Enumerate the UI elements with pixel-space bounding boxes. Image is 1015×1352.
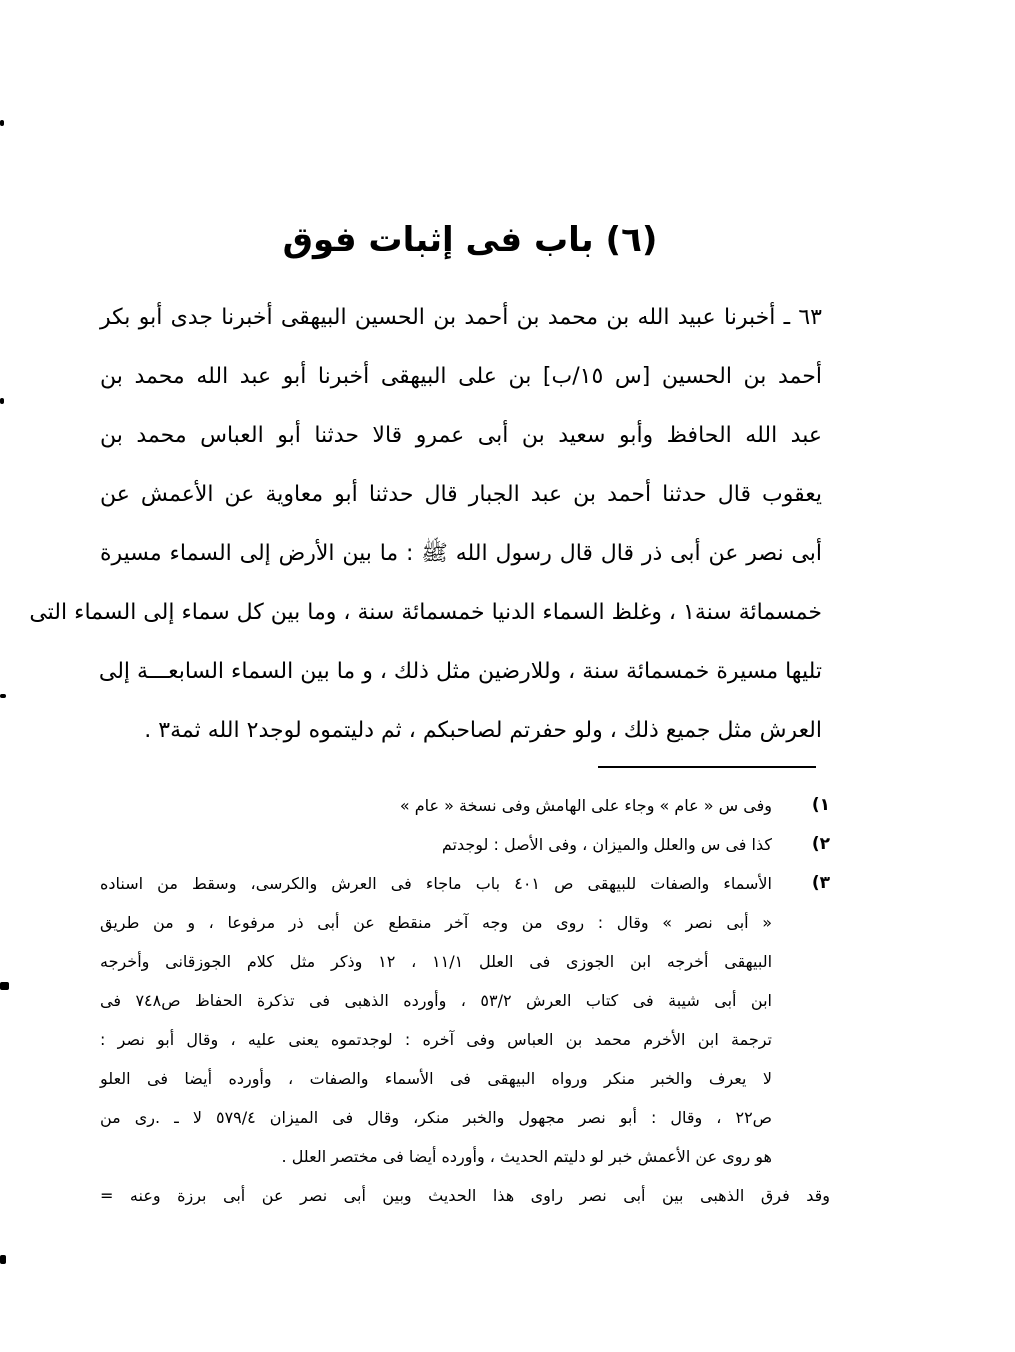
footnote-separator [598,766,816,768]
footnote-line: ص٢٢ ، وقال : أبو نصر مجهول والخبر منكر، وقال فى الميزان ٥٧٩/٤ لا ـ .رى من [100,1108,772,1127]
footnote-line: ابن أبى شيبة فى كتاب العرش ٥٣/٢ ، وأورده الذهبى فى تذكرة الحفاظ ص٧٤٨ فى [100,991,772,1010]
text-line: خمسمائة سنة١ ، وغلظ السماء الدنيا خمسمائة سنة ، وما بين كل سماء إلى السماء التى [29,600,822,625]
scan-speck [0,694,6,698]
scan-speck [0,982,9,990]
footnote-continuation: وقد فرق الذهبى بين أبى نصر راوى هذا الحديث وبين أبى نصر عن أبى برزة وعنه = [100,1186,830,1205]
footnotes [100,786,830,1216]
chapter-heading: (٦) باب فى إثبات فوق [282,220,658,260]
footnote-line: وفى س « عام » وجاء على الهامش وفى نسخة « عام » [399,796,772,815]
footnote-body [100,864,772,1176]
footnote-line: « أبى نصر » وقال : روى من وجه آخر منقطع عن أبى ذر مرفوعا ، و من طريق [100,913,772,932]
footnote-line: الأسماء والصفات للبيهقى ص ٤٠١ باب ماجاء فى العرش والكرسى، وسقط من اسناده [100,874,772,893]
footnote-2 [100,825,830,864]
footnote-line: ترجمة ابن الأخرم محمد بن العباس وفى آخره : لوجدتموه يعنى عليه ، وقال أبو نصر : [100,1030,772,1049]
footnote-line: البيهقى أخرجه ابن الجوزى فى العلل ١١/١ ، ١٢ وذكر مثل كلام الجوزقانى وأخرجه [100,952,773,971]
footnote-number: ٣) [811,873,830,893]
text-line: عبد الله الحافظ وأبو سعيد بن أبى عمرو قالا حدثنا أبو العباس محمد بن [100,423,822,448]
footnote-line: هو روى عن الأعمش خبر لو دليتم الحديث ، وأورده أيضا فى مختصر العلل . [281,1147,772,1166]
footnote-body [100,825,772,864]
text-line: ٦٣ ـ أخبرنا عبيد الله بن محمد بن أحمد بن الحسين البيهقى أخبرنا جدى أبو بكر [100,305,822,330]
text-line: أحمد بن الحسين [س ١٥/ب] بن على البيهقى أخبرنا أبو عبد الله محمد بن [100,364,822,389]
footnote-body [100,786,772,825]
text-line: العرش مثل جميع ذلك ، ولو حفرتم لصاحبكم ، ثم دليتموه لوجد٢ الله ثمة٣ . [144,718,822,743]
footnote-line: كذا فى س والعلل والميزان ، وفى الأصل : لوجدتم [441,835,772,854]
text-line: يعقوب قال حدثنا أحمد بن عبد الجبار قال حدثنا أبو معاوية عن الأعمش عن [100,482,822,507]
text-line: أبى نصر عن أبى ذر قال قال رسول الله ﷺ : ما بين الأرض إلى السماء مسيرة [100,541,822,566]
footnote-1 [100,786,830,825]
text-line: تليها مسيرة خمسمائة سنة ، وللارضين مثل ذلك ، و ما بين السماء السابعـــة إلى [98,659,822,684]
hadith-text [29,288,822,760]
footnote-number: ١) [811,795,830,815]
footnote-3 [100,864,830,1176]
scan-speck [0,1255,6,1264]
scan-speck [0,398,4,404]
scan-speck [0,120,4,126]
footnote-number: ٢) [811,834,830,854]
footnote-line: لا يعرف والخبر منكر ورواه البيهقى فى الأسماء والصفات ، وأورده أيضا فى العلو [100,1069,772,1088]
